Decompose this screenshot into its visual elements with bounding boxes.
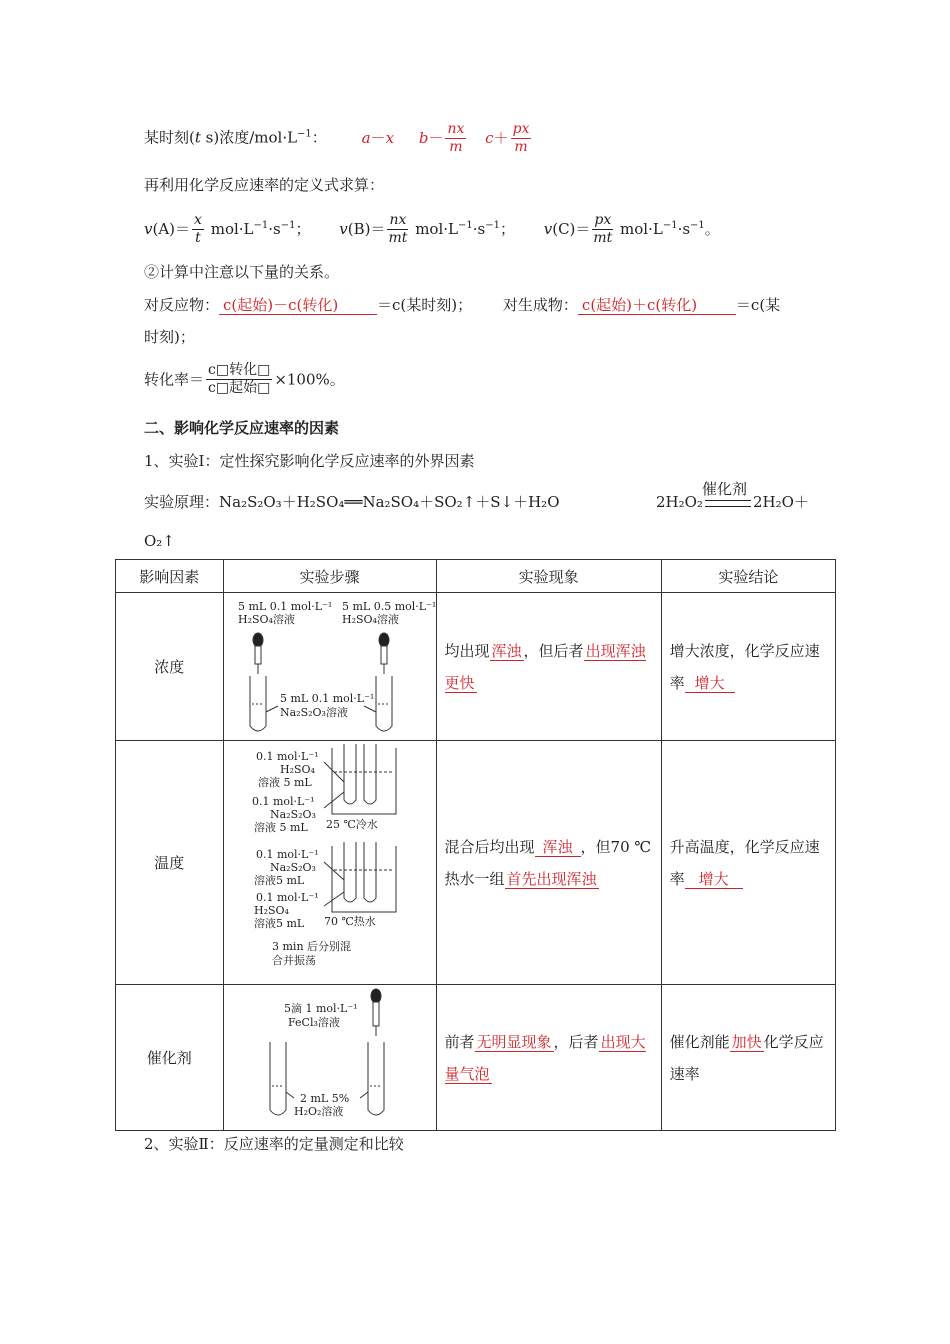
fig-label: H₂SO₄ [253,903,289,917]
header-factor: 影响因素 [116,560,224,593]
conc-a: a－x [361,128,395,147]
fig-label: 溶液5 mL [253,873,304,887]
rate-definition-text: 再利用化学反应速率的定义式求算： [144,176,385,194]
conversion-formula: 转化率＝ $\frac{\text{c□转化□}}{\text{c□起始□}}$ ×100%。 [144,362,345,396]
fig-label: 70 ℃热水 [323,914,376,928]
fig-label: 溶液 5 mL [257,775,312,789]
experiment-2-title: 2、实验Ⅱ：反应速率的定量测定和比较 [144,1135,404,1153]
factor-concentration: 浓度 [116,593,224,741]
fig-label: Na₂S₂O₃溶液 [279,705,348,719]
rate-c: v(C)＝ $\frac{px}{mt}$ $mol\cdot L^{-1}\cdot s^{-1}$。 [543,212,720,246]
blank-reactant: c(起始)－c(转化) [219,296,377,315]
conc-c: c＋ $\frac{px}{m}$ [485,121,530,155]
phenomenon-concentration: 均出现 浑浊 ，但后者 出现浑浊更快 [436,593,661,741]
relation-note: ②计算中注意以下量的关系。 [144,263,340,281]
fig-label: H₂O₂溶液 [293,1104,343,1118]
table-row [116,985,836,1131]
fig-label: FeCl₃溶液 [287,1015,340,1029]
fig-label: 5 mL 0.1 mol·L⁻¹ [237,599,332,613]
conclusion-concentration: 增大浓度，化学反应速率 增大 [661,593,835,741]
fig-label: H₂SO₄ [279,762,315,776]
factor-catalyst: 催化剂 [116,985,224,1131]
relation-continuation: 时刻)； [144,328,195,346]
reactant-product-relations: 对反应物： c(起始)－c(转化) ＝c(某时刻)； 对生成物： c(起始)＋c(转化) ＝c(某 [144,296,781,314]
figure-catalyst [223,985,436,1131]
figure-temperature [223,741,436,985]
header-steps: 实验步骤 [223,560,436,593]
fig-label: 溶液 5 mL [253,820,308,834]
header-conclusion: 实验结论 [661,560,835,593]
figure-concentration [223,593,436,741]
rate-a: v(A)＝ $\frac{x}{t}$ $mol\cdot L^{-1}\cdot s^{-1}$； [144,212,311,246]
blank-product: c(起始)＋c(转化) [578,296,736,315]
fig-label: 3 min 后分别混 [271,939,351,953]
fig-label: 0.1 mol·L⁻¹ [255,890,319,904]
fig-label: 5 mL 0.5 mol·L⁻¹ [341,599,436,613]
rate-formulas [144,212,720,247]
table-row [116,741,836,985]
factor-temperature: 温度 [116,741,224,985]
fig-label: 合并振荡 [271,953,316,967]
test-tubes-diagram [224,594,436,740]
conclusion-catalyst: 催化剂能 加快 化学反应速率 [661,985,835,1131]
fig-label: Na₂S₂O₃ [269,807,316,821]
fig-label: H₂SO₄溶液 [341,612,399,626]
phenomenon-temperature: 混合后均出现 浑浊 ，但70 ℃热水一组 首先出现浑浊 [436,741,661,985]
table-header-row [116,560,836,593]
concentration-at-time-line: 某时刻(t s)浓度$/mol\cdot L^{-1}$： a－x b－ $\frac{nx}{m}$ c＋ $\frac{px}{m}$ [144,121,533,156]
fig-label: 0.1 mol·L⁻¹ [255,749,319,763]
catalyst-diagram [224,986,436,1130]
fig-label: 5 mL 0.1 mol·L⁻¹ [279,691,374,705]
table-row [116,593,836,741]
fig-label: 0.1 mol·L⁻¹ [255,847,319,861]
phenomenon-catalyst: 前者 无明显现象 ，后者 出现大量气泡 [436,985,661,1131]
conclusion-temperature: 升高温度，化学反应速率 增大 [661,741,835,985]
o2-continuation: O₂↑ [144,532,175,550]
rate-b: v(B)＝ $\frac{nx}{mt}$ $mol\cdot L^{-1}\cdot s^{-1}$； [339,212,515,246]
reaction-arrow [705,500,751,507]
header-phenomenon: 实验现象 [436,560,661,593]
conc-b: b－ $\frac{nx}{m}$ [418,121,465,155]
fig-label: Na₂S₂O₃ [269,860,316,874]
fig-label: H₂SO₄溶液 [237,612,295,626]
fig-label: 溶液5 mL [253,916,304,930]
experiment-principle: 实验原理：Na₂S₂O₃＋H₂SO₄══Na₂SO₄＋SO₂↑＋S↓＋H₂O [144,493,560,511]
beakers-diagram [224,742,436,984]
experiment-1-title: 1、实验Ⅰ：定性探究影响化学反应速率的外界因素 [144,452,475,470]
fig-label: 2 mL 5% [299,1091,349,1105]
fig-label: 25 ℃冷水 [325,817,378,831]
section-heading: 二、影响化学反应速率的因素 [144,419,340,437]
fig-label: 0.1 mol·L⁻¹ [251,794,315,808]
experiment-table [115,559,836,1131]
fig-label: 5滴 1 mol·L⁻¹ [283,1001,358,1015]
